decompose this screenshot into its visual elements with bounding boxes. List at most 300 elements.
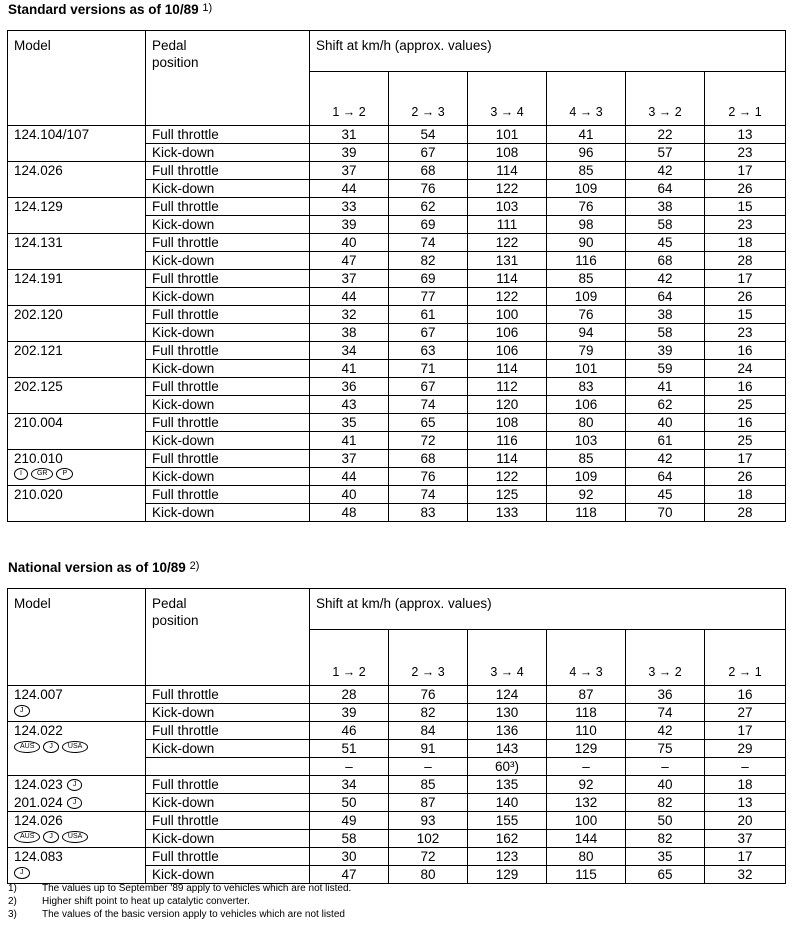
model-line — [14, 722, 139, 739]
value-cell: 68 — [626, 252, 705, 270]
value-cell: 31 — [310, 126, 389, 144]
pedal-cell: Kick-down — [146, 396, 310, 414]
value-cell: 122 — [468, 288, 547, 306]
table-row — [8, 306, 786, 324]
value-cell: 40 — [310, 234, 389, 252]
pedal-cell: Kick-down — [146, 740, 310, 758]
gear-shift-header: 2 → 3 — [389, 72, 468, 126]
model-line — [14, 830, 139, 843]
value-cell: 42 — [626, 722, 705, 740]
value-cell: 33 — [310, 198, 389, 216]
value-cell: 75 — [626, 740, 705, 758]
value-cell: 39 — [310, 704, 389, 722]
value-cell: 58 — [310, 830, 389, 848]
value-cell: 54 — [389, 126, 468, 144]
pedal-cell: Kick-down — [146, 468, 310, 486]
model-number: 124.191 — [14, 271, 63, 286]
value-cell: 36 — [310, 378, 389, 396]
value-cell: 18 — [705, 776, 786, 794]
value-cell: 37 — [310, 450, 389, 468]
value-cell: 41 — [310, 432, 389, 450]
value-cell: 13 — [705, 794, 786, 812]
footnote-text: The values up to September '89 apply to vehicles which are not listed. — [42, 883, 352, 894]
shift-header: Shift at km/h (approx. values) — [310, 589, 786, 630]
value-cell: 129 — [547, 740, 626, 758]
model-number: 210.004 — [14, 415, 63, 430]
model-cell — [8, 234, 146, 270]
value-cell: 76 — [547, 198, 626, 216]
value-cell: 136 — [468, 722, 547, 740]
value-cell: 28 — [310, 686, 389, 704]
country-badges — [14, 741, 88, 753]
value-cell: 40 — [626, 414, 705, 432]
value-cell: 48 — [310, 504, 389, 522]
value-cell: 15 — [705, 198, 786, 216]
footnote — [8, 882, 351, 895]
country-badge: GR — [31, 468, 54, 480]
header-row — [8, 31, 786, 72]
model-cell — [8, 378, 146, 414]
table-row — [8, 758, 786, 776]
model-number: 202.121 — [14, 343, 63, 358]
model-number: 210.010 — [14, 451, 63, 466]
value-cell: 82 — [389, 704, 468, 722]
model-line — [14, 740, 139, 753]
value-cell: 26 — [705, 180, 786, 198]
model-line — [14, 794, 139, 811]
value-cell: 42 — [626, 162, 705, 180]
pedal-header — [146, 31, 310, 126]
value-cell: 122 — [468, 180, 547, 198]
value-cell: 92 — [547, 776, 626, 794]
gear-shift-header: 2 → 1 — [705, 630, 786, 686]
value-cell: 35 — [626, 848, 705, 866]
value-cell: 71 — [389, 360, 468, 378]
value-cell: 58 — [626, 216, 705, 234]
standard-title-text: Standard versions as of 10/89 — [8, 2, 199, 17]
value-cell: 108 — [468, 144, 547, 162]
pedal-cell: Full throttle — [146, 686, 310, 704]
value-cell: 87 — [547, 686, 626, 704]
national-title-text: National version as of 10/89 — [8, 560, 186, 575]
pedal-cell: Full throttle — [146, 126, 310, 144]
table-row — [8, 234, 786, 252]
model-line — [14, 848, 139, 865]
value-cell: 16 — [705, 686, 786, 704]
pedal-cell: Kick-down — [146, 180, 310, 198]
value-cell: 85 — [547, 270, 626, 288]
footnote — [8, 908, 351, 921]
model-cell — [8, 758, 146, 776]
pedal-cell: Full throttle — [146, 378, 310, 396]
table-row — [8, 414, 786, 432]
standard-title-note: 1) — [202, 2, 213, 14]
model-number: 124.022 — [14, 723, 63, 738]
value-cell: 65 — [626, 866, 705, 884]
model-line — [14, 812, 139, 829]
value-cell: 37 — [310, 270, 389, 288]
value-cell: 44 — [310, 180, 389, 198]
value-cell: 42 — [626, 270, 705, 288]
value-cell: – — [626, 758, 705, 776]
value-cell: 38 — [626, 306, 705, 324]
value-cell: 15 — [705, 306, 786, 324]
pedal-cell: Full throttle — [146, 306, 310, 324]
value-cell: 45 — [626, 486, 705, 504]
value-cell: 109 — [547, 468, 626, 486]
table-row — [8, 486, 786, 504]
value-cell: 77 — [389, 288, 468, 306]
gear-shift-header: 1 → 2 — [310, 630, 389, 686]
value-cell: 123 — [468, 848, 547, 866]
value-cell: 110 — [547, 722, 626, 740]
model-cell — [8, 162, 146, 198]
value-cell: 57 — [626, 144, 705, 162]
pedal-cell: Kick-down — [146, 324, 310, 342]
table-row — [8, 342, 786, 360]
model-cell — [8, 722, 146, 740]
gear-shift-header: 2 → 3 — [389, 630, 468, 686]
model-cell — [8, 812, 146, 830]
value-cell: 85 — [547, 162, 626, 180]
value-cell: 118 — [547, 504, 626, 522]
pedal-cell: Full throttle — [146, 812, 310, 830]
pedal-cell: Full throttle — [146, 198, 310, 216]
value-cell: 84 — [389, 722, 468, 740]
value-cell: 26 — [705, 288, 786, 306]
value-cell: 125 — [468, 486, 547, 504]
pedal-header-line2: position — [152, 613, 199, 628]
value-cell: 39 — [310, 144, 389, 162]
pedal-cell: Kick-down — [146, 830, 310, 848]
value-cell: 116 — [468, 432, 547, 450]
model-cell — [8, 794, 146, 812]
value-cell: 51 — [310, 740, 389, 758]
country-badge: USA — [62, 741, 88, 753]
pedal-cell: Full throttle — [146, 270, 310, 288]
value-cell: 85 — [389, 776, 468, 794]
pedal-cell: Kick-down — [146, 794, 310, 812]
value-cell: 96 — [547, 144, 626, 162]
model-cell — [8, 848, 146, 866]
model-number: 124.104/107 — [14, 127, 90, 142]
value-cell: 17 — [705, 162, 786, 180]
value-cell: 49 — [310, 812, 389, 830]
country-badge: P — [56, 468, 73, 480]
table-row — [8, 126, 786, 144]
value-cell: 90 — [547, 234, 626, 252]
value-cell: 87 — [389, 794, 468, 812]
country-badges — [14, 468, 139, 480]
country-badges — [14, 867, 30, 879]
table-row — [8, 812, 786, 830]
value-cell: 143 — [468, 740, 547, 758]
model-number: 124.026 — [14, 813, 63, 828]
value-cell: 23 — [705, 324, 786, 342]
footnote-number: 1) — [8, 883, 17, 894]
value-cell: 72 — [389, 432, 468, 450]
value-cell: 40 — [626, 776, 705, 794]
model-header: Model — [8, 31, 146, 126]
value-cell: 109 — [547, 180, 626, 198]
footnote-number: 2) — [8, 896, 17, 907]
table-row — [8, 740, 786, 758]
gear-shift-header: 3 → 2 — [626, 72, 705, 126]
pedal-cell: Full throttle — [146, 342, 310, 360]
value-cell: 45 — [626, 234, 705, 252]
value-cell: 108 — [468, 414, 547, 432]
value-cell: 37 — [310, 162, 389, 180]
country-badge: J — [67, 779, 83, 791]
value-cell: 67 — [389, 144, 468, 162]
pedal-cell: Kick-down — [146, 288, 310, 306]
value-cell: 17 — [705, 270, 786, 288]
table-row — [8, 450, 786, 468]
country-badge: AUS — [14, 831, 40, 843]
gear-shift-header: 3 → 2 — [626, 630, 705, 686]
value-cell: 42 — [626, 450, 705, 468]
value-cell: 41 — [547, 126, 626, 144]
country-badge: I — [14, 468, 28, 480]
model-number: 201.024 — [14, 794, 63, 810]
value-cell: 69 — [389, 270, 468, 288]
value-cell: 59 — [626, 360, 705, 378]
value-cell: 70 — [626, 504, 705, 522]
model-cell — [8, 342, 146, 378]
value-cell: 114 — [468, 270, 547, 288]
pedal-cell — [146, 758, 310, 776]
value-cell: – — [547, 758, 626, 776]
model-number: 124.129 — [14, 199, 63, 214]
value-cell: 132 — [547, 794, 626, 812]
model-number: 124.026 — [14, 163, 63, 178]
country-badge: J — [14, 705, 30, 717]
table-row — [8, 198, 786, 216]
value-cell: 129 — [468, 866, 547, 884]
table-row — [8, 866, 786, 884]
value-cell: 61 — [389, 306, 468, 324]
value-cell: 41 — [626, 378, 705, 396]
value-cell: 83 — [547, 378, 626, 396]
table-row — [8, 686, 786, 704]
value-cell: 34 — [310, 342, 389, 360]
value-cell: 44 — [310, 468, 389, 486]
value-cell: 65 — [389, 414, 468, 432]
value-cell: 74 — [389, 234, 468, 252]
value-cell: 16 — [705, 414, 786, 432]
value-cell: 23 — [705, 144, 786, 162]
value-cell: 115 — [547, 866, 626, 884]
value-cell: 102 — [389, 830, 468, 848]
value-cell: 23 — [705, 216, 786, 234]
pedal-cell: Full throttle — [146, 776, 310, 794]
table-row — [8, 848, 786, 866]
model-cell — [8, 866, 146, 884]
value-cell: 17 — [705, 722, 786, 740]
value-cell: 162 — [468, 830, 547, 848]
pedal-cell: Kick-down — [146, 504, 310, 522]
value-cell: 25 — [705, 396, 786, 414]
value-cell: 17 — [705, 848, 786, 866]
value-cell: 80 — [547, 848, 626, 866]
value-cell: 67 — [389, 324, 468, 342]
pedal-cell: Kick-down — [146, 216, 310, 234]
pedal-cell: Full throttle — [146, 722, 310, 740]
gear-shift-header: 1 → 2 — [310, 72, 389, 126]
table-row — [8, 270, 786, 288]
table-row — [8, 830, 786, 848]
country-badge: J — [43, 741, 59, 753]
pedal-cell: Full throttle — [146, 162, 310, 180]
value-cell: 98 — [547, 216, 626, 234]
country-badge: AUS — [14, 741, 40, 753]
value-cell: 144 — [547, 830, 626, 848]
value-cell: 155 — [468, 812, 547, 830]
value-cell: – — [389, 758, 468, 776]
value-cell: 85 — [547, 450, 626, 468]
value-cell: 101 — [468, 126, 547, 144]
value-cell: 111 — [468, 216, 547, 234]
standard-table — [7, 30, 786, 522]
value-cell: 62 — [626, 396, 705, 414]
value-cell: 43 — [310, 396, 389, 414]
country-badges — [67, 797, 83, 809]
value-cell: 64 — [626, 288, 705, 306]
footnote — [8, 895, 351, 908]
value-cell: 25 — [705, 432, 786, 450]
value-cell: 106 — [468, 342, 547, 360]
value-cell: 36 — [626, 686, 705, 704]
value-cell: 76 — [547, 306, 626, 324]
value-cell: 22 — [626, 126, 705, 144]
value-cell: 50 — [626, 812, 705, 830]
header-row — [8, 589, 786, 630]
value-cell: 39 — [626, 342, 705, 360]
gear-shift-header: 2 → 1 — [705, 72, 786, 126]
value-cell: 47 — [310, 252, 389, 270]
value-cell: 83 — [389, 504, 468, 522]
value-cell: 101 — [547, 360, 626, 378]
value-cell: 37 — [705, 830, 786, 848]
model-cell — [8, 830, 146, 848]
model-line — [14, 866, 139, 879]
value-cell: 109 — [547, 288, 626, 306]
value-cell: 92 — [547, 486, 626, 504]
value-cell: 20 — [705, 812, 786, 830]
model-cell — [8, 450, 146, 486]
value-cell: 116 — [547, 252, 626, 270]
country-badge: J — [14, 867, 30, 879]
value-cell: 64 — [626, 180, 705, 198]
value-cell: 106 — [468, 324, 547, 342]
model-line — [14, 686, 139, 703]
value-cell: 60³) — [468, 758, 547, 776]
value-cell: 76 — [389, 180, 468, 198]
value-cell: 67 — [389, 378, 468, 396]
value-cell: – — [705, 758, 786, 776]
table-row — [8, 378, 786, 396]
value-cell: 30 — [310, 848, 389, 866]
value-cell: 140 — [468, 794, 547, 812]
value-cell: 100 — [547, 812, 626, 830]
value-cell: 18 — [705, 234, 786, 252]
value-cell: 34 — [310, 776, 389, 794]
value-cell: 69 — [389, 216, 468, 234]
model-line — [14, 704, 139, 717]
model-number: 124.007 — [14, 687, 63, 702]
value-cell: 76 — [389, 468, 468, 486]
model-number: 124.131 — [14, 235, 63, 250]
value-cell: 41 — [310, 360, 389, 378]
model-cell — [8, 198, 146, 234]
model-cell — [8, 704, 146, 722]
value-cell: 64 — [626, 468, 705, 486]
value-cell: 74 — [389, 396, 468, 414]
pedal-cell: Full throttle — [146, 848, 310, 866]
value-cell: 82 — [389, 252, 468, 270]
value-cell: 18 — [705, 486, 786, 504]
value-cell: 16 — [705, 378, 786, 396]
pedal-cell: Kick-down — [146, 866, 310, 884]
country-badges — [14, 831, 88, 843]
value-cell: 135 — [468, 776, 547, 794]
model-number: 202.125 — [14, 379, 63, 394]
pedal-cell: Full throttle — [146, 414, 310, 432]
value-cell: 106 — [547, 396, 626, 414]
value-cell: 17 — [705, 450, 786, 468]
pedal-cell: Kick-down — [146, 252, 310, 270]
national-table — [7, 588, 786, 884]
value-cell: 76 — [389, 686, 468, 704]
pedal-header — [146, 589, 310, 686]
value-cell: 44 — [310, 288, 389, 306]
value-cell: 13 — [705, 126, 786, 144]
value-cell: 79 — [547, 342, 626, 360]
value-cell: 47 — [310, 866, 389, 884]
value-cell: 32 — [705, 866, 786, 884]
value-cell: 122 — [468, 234, 547, 252]
model-cell — [8, 740, 146, 758]
model-cell — [8, 126, 146, 162]
pedal-cell: Full throttle — [146, 234, 310, 252]
value-cell: 91 — [389, 740, 468, 758]
value-cell: 29 — [705, 740, 786, 758]
national-title-note: 2) — [189, 560, 200, 572]
national-title — [8, 560, 199, 575]
pedal-header-line2: position — [152, 55, 199, 70]
value-cell: 62 — [389, 198, 468, 216]
value-cell: 68 — [389, 162, 468, 180]
value-cell: 114 — [468, 162, 547, 180]
value-cell: 80 — [547, 414, 626, 432]
value-cell: 112 — [468, 378, 547, 396]
table-row — [8, 704, 786, 722]
country-badges — [67, 779, 83, 791]
model-cell — [8, 270, 146, 306]
pedal-cell: Full throttle — [146, 450, 310, 468]
value-cell: 68 — [389, 450, 468, 468]
value-cell: 80 — [389, 866, 468, 884]
value-cell: 38 — [310, 324, 389, 342]
value-cell: 118 — [547, 704, 626, 722]
pedal-header-line1: Pedal — [152, 38, 187, 53]
gear-shift-header: 4 → 3 — [547, 72, 626, 126]
model-cell — [8, 414, 146, 450]
gear-shift-header: 3 → 4 — [468, 72, 547, 126]
footnote-text: The values of the basic version apply to vehicles which are not listed — [42, 909, 345, 920]
model-number: 210.020 — [14, 487, 63, 502]
country-badge: J — [43, 831, 59, 843]
